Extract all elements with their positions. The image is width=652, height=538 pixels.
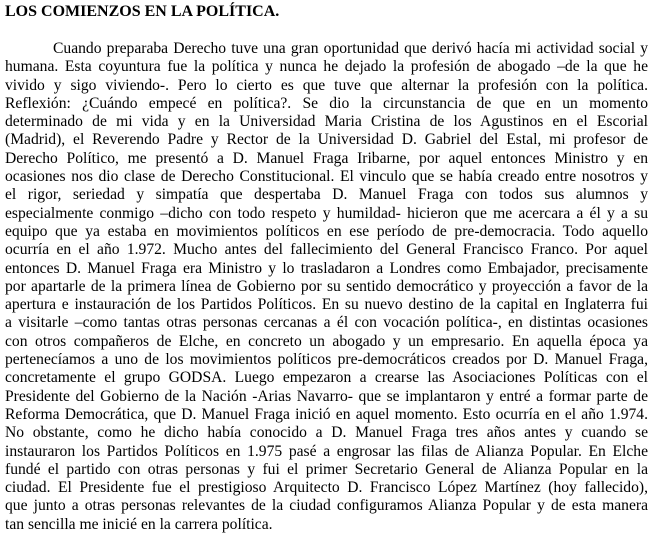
paragraph-line: (Madrid), el Reverendo Padre y Rector de la Universidad D. Gabriel del Estal, mi profesor de [5, 131, 648, 149]
paragraph-line: con otros compañeros de Elche, en concreto un abogado y un empresario. En aquella época ya [5, 332, 648, 350]
paragraph-line: Derecho Político, me presentó a D. Manuel Fraga Iribarne, por aquel entonces Ministro y en [5, 149, 648, 167]
paragraph-line: apertura e instauración de los Partidos Políticos. En su nuevo destino de la capital en Inglaterra fui [5, 296, 648, 314]
paragraph-line: ciudad. El Presidente fue el prestigioso Arquitecto D. Francisco López Martínez (hoy fallecido), [5, 479, 648, 497]
paragraph-line: concretamente el grupo GODSA. Luego empezaron a crearse las Asociaciones Políticas con el [5, 369, 648, 387]
paragraph-line: humana. Esta coyuntura fue la política y nunca he dejado la profesión de abogado –de la que he [5, 58, 648, 76]
paragraph-line: a visitarle –como tantas otras personas cercanas a él con vocación política-, en distintas ocasiones [5, 314, 648, 332]
paragraph-line: ocasiones nos dio clase de Derecho Constitucional. El vinculo que se había creado entre nosotros y [5, 168, 648, 186]
paragraph-line: vivido y sigo viviendo-. Pero lo cierto es que tuve que alternar la profesión con la política. [5, 76, 648, 94]
paragraph-line: Reflexión: ¿Cuándo empecé en política?. Se dio la circunstancia de que en un momento [5, 94, 648, 112]
paragraph-line: Presidente del Gobierno de la Nación -Arias Navarro- que se implantaron y entré a formar parte de [5, 387, 648, 405]
paragraph-line: que junto a otras personas relevantes de la ciudad configuramos Alianza Popular y de esta manera [5, 497, 648, 515]
paragraph-line: tan sencilla me inicié en la carrera política. [5, 515, 273, 533]
paragraph-line: determinado de mi vida y en la Universidad Maria Cristina de los Agustinos en el Escorial [5, 113, 648, 131]
paragraph-line: Cuando preparaba Derecho tuve una gran oportunidad que derivó hacía mi actividad social y [53, 40, 648, 57]
paragraph-line: por apartarle de la primera línea de Gobierno por su sentido democrático y proyección a favor de la [5, 277, 648, 295]
paragraph-line: el rigor, seriedad y simpatía que despertaba D. Manuel Fraga con todos sus alumnos y [5, 186, 648, 204]
paragraph-line: instauraron los Partidos Políticos en 1.975 pasé a engrosar las filas de Alianza Popular. En Elche [5, 442, 648, 460]
paragraph-line: Reforma Democrática, que D. Manuel Fraga inició en aquel momento. Esto ocurría en el año 1.974. [5, 405, 648, 423]
paragraph-line: equipo que ya estaba en movimientos políticos en ese período de pre-democracia. Todo aquello [5, 222, 648, 240]
paragraph-line: fundé el partido con otras personas y fui el primer Secretario General de Alianza Popular en la [5, 460, 648, 478]
document-paragraph [5, 40, 648, 534]
paragraph-line: ocurría en el año 1.972. Mucho antes del fallecimiento del General Francisco Franco. Por aquel [5, 241, 648, 259]
paragraph-line: especialmente conmigo –dicho con todo respeto y humildad- hicieron que me acercara a él y a su [5, 204, 648, 222]
paragraph-line: pertenecíamos a uno de los movimientos políticos pre-democráticos creados por D. Manuel Fraga, [5, 351, 648, 369]
paragraph-line: No obstante, como he dicho había conocido a D. Manuel Fraga tres años antes y cuando se [5, 424, 648, 442]
paragraph-line: entonces D. Manuel Fraga era Ministro y lo trasladaron a Londres como Embajador, precisamente [5, 259, 648, 277]
document-title: LOS COMIENZOS EN LA POLÍTICA. [5, 3, 280, 20]
